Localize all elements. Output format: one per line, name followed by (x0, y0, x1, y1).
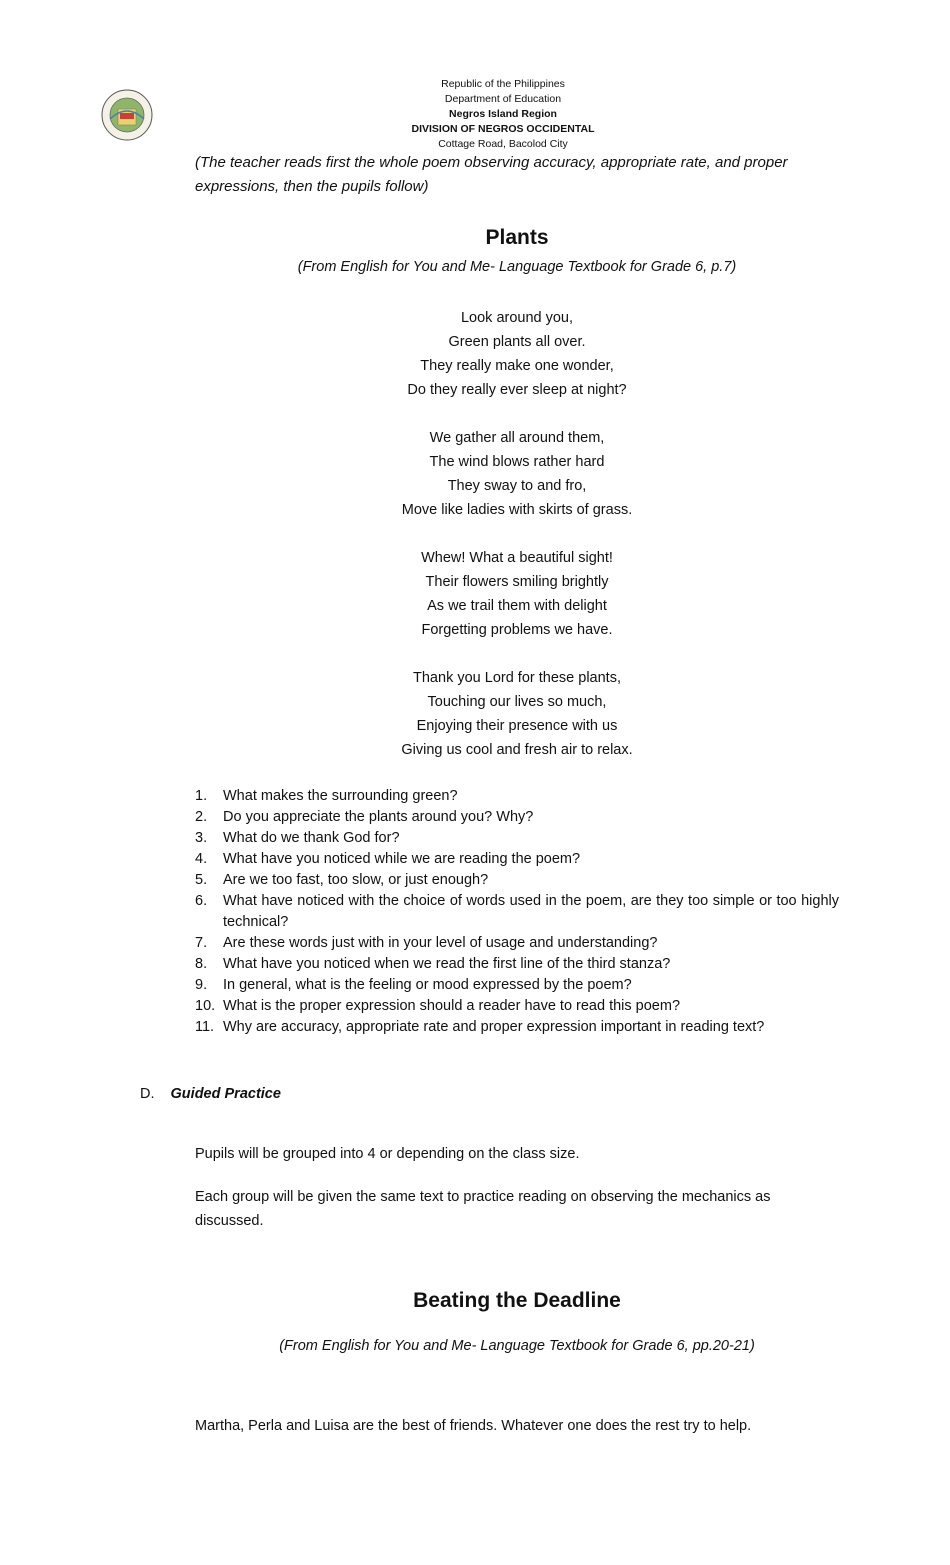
poem-line: They really make one wonder, (420, 358, 614, 374)
letterhead-line: Republic of the Philippines (441, 78, 565, 90)
poem-stanza (300, 426, 734, 522)
poem-line: Touching our lives so much, (427, 694, 607, 710)
poem-line: Move like ladies with skirts of grass. (401, 502, 633, 518)
letterhead-address: Cottage Road, Bacolod City (438, 138, 568, 150)
poem-line: They sway to and fro, (447, 478, 587, 494)
poem-line: Whew! What a beautiful sight! (421, 550, 613, 566)
poem-title: Plants (485, 226, 549, 249)
section-d-heading (140, 1086, 281, 1102)
poem-line: Green plants all over. (448, 334, 586, 350)
letterhead-region: Negros Island Region (449, 108, 557, 120)
poem-stanza (300, 666, 734, 762)
question-item: 7. Are these words just with in your level of usage and understanding? (195, 935, 658, 951)
teacher-instruction: (The teacher reads first the whole poem observing accuracy, appropriate rate, and proper expressions, then the pupils follow) (195, 154, 788, 195)
story-title: Beating the Deadline (413, 1289, 621, 1312)
story-source: (From English for You and Me- Language Textbook for Grade 6, pp.20-21) (279, 1338, 755, 1354)
poem-stanza (300, 546, 734, 642)
poem-line: Do they really ever sleep at night? (407, 382, 627, 398)
poem-line: Giving us cool and fresh air to relax. (401, 742, 633, 758)
question-item: 6. What have noticed with the choice of words used in the poem, are they too simple or too highly technical? (195, 893, 839, 930)
letterhead (0, 77, 950, 152)
guided-practice-paragraph: Pupils will be grouped into 4 or depending on the class size. (195, 1146, 580, 1162)
question-item: 3. What do we thank God for? (195, 830, 400, 846)
question-item: 1. What makes the surrounding green? (195, 788, 458, 804)
question-item: 11. Why are accuracy, appropriate rate and proper expression important in reading text? (195, 1019, 765, 1035)
poem-line: Forgetting problems we have. (421, 622, 613, 638)
question-item: 4. What have you noticed while we are reading the poem? (195, 851, 581, 867)
guided-practice-paragraph: Each group will be given the same text to practice reading on observing the mechanics as discussed. (195, 1189, 771, 1229)
poem-line: We gather all around them, (429, 430, 605, 446)
section-title: Guided Practice (170, 1086, 281, 1102)
question-item: 8. What have you noticed when we read the first line of the third stanza? (195, 956, 671, 972)
poem-line: Their flowers smiling brightly (425, 574, 609, 590)
poem-line: Look around you, (460, 310, 574, 326)
question-item: 5. Are we too fast, too slow, or just enough? (195, 872, 489, 888)
letterhead-line: Department of Education (444, 93, 562, 105)
question-item: 2. Do you appreciate the plants around you? Why? (195, 809, 534, 825)
poem-stanza (300, 306, 734, 402)
comprehension-questions (195, 786, 839, 1038)
poem-line: Thank you Lord for these plants, (413, 670, 621, 686)
poem-line: The wind blows rather hard (429, 454, 605, 470)
section-letter: D. (140, 1086, 155, 1102)
poem-line: As we trail them with delight (427, 598, 607, 614)
question-item: 10. What is the proper expression should a reader have to read this poem? (195, 998, 681, 1014)
story-paragraph: Martha, Perla and Luisa are the best of friends. Whatever one does the rest try to help. (195, 1418, 752, 1434)
poem-source: (From English for You and Me- Language Textbook for Grade 6, p.7) (297, 259, 737, 275)
letterhead-division: DIVISION OF NEGROS OCCIDENTAL (411, 123, 595, 135)
question-item: 9. In general, what is the feeling or mood expressed by the poem? (195, 977, 632, 993)
poem-line: Enjoying their presence with us (416, 718, 618, 734)
